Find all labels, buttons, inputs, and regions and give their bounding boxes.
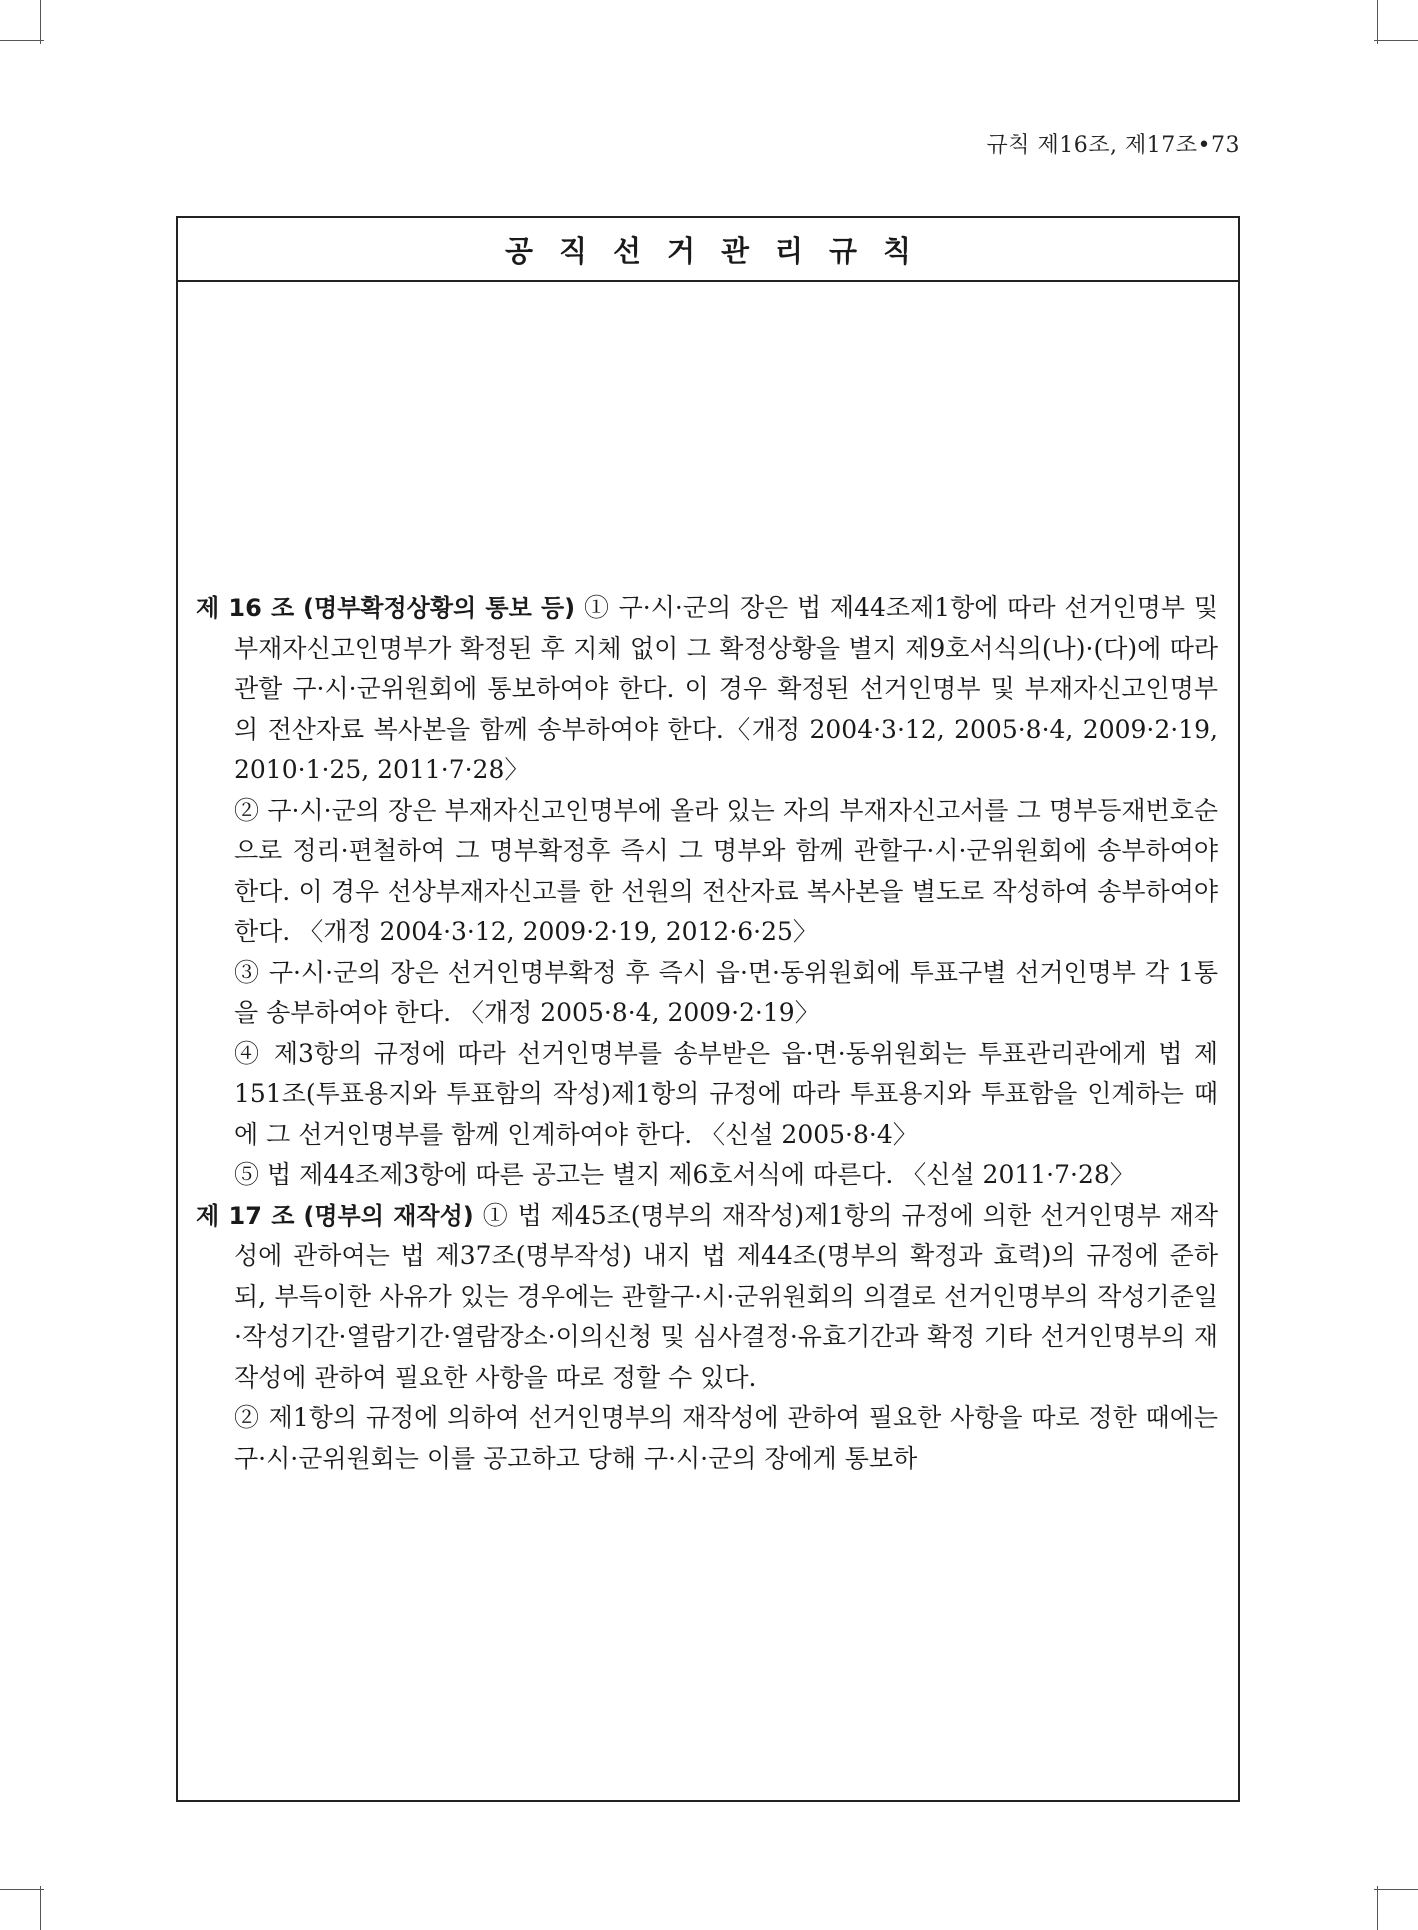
crop-mark-bottom-left-h [0, 1889, 44, 1890]
article-17-number: 제 17 조 [196, 1201, 295, 1230]
crop-mark-bottom-right-h [1374, 1889, 1418, 1890]
crop-mark-bottom-right [1377, 1886, 1378, 1930]
crop-mark-top-left [40, 0, 41, 44]
article-17-para-2: ② 제1항의 규정에 의하여 선거인명부의 재작성에 관하여 필요한 사항을 따로 정한 때에는 구·시·군위원회는 이를 공고하고 당해 구·시·군의 장에게 통보하 [234, 1403, 1218, 1473]
article-16-title: (명부확정상황의 통보 등) [302, 594, 576, 622]
crop-mark-top-left-h [0, 40, 44, 41]
article-16-para-5: ⑤ 법 제44조제3항에 따른 공고는 별지 제6호서식에 따른다. 〈신설 2011·7·28〉 [234, 1160, 1135, 1189]
article-16-para-4: ④ 제3항의 규정에 따라 선거인명부를 송부받은 읍·면·동위원회는 투표관리관에게 법 제151조(투표용지와 투표함의 작성)제1항의 규정에 따라 투표용지와 투표함을 인계하는 때에 그 선거인명부를 함께 인계하여야 한다. 〈신설 2005·8·4〉 [234, 1038, 1218, 1149]
article-16-first-para [196, 588, 1218, 791]
article-16-para-2: ② 구·시·군의 장은 부재자신고인명부에 올라 있는 자의 부재자신고서를 그 명부등재번호순으로 정리·편철하여 그 명부확정후 즉시 그 명부와 함께 관할구·시·군위원회에 송부하여야 한다. 이 경우 선상부재자신고를 한 선원의 전산자료 복사본을 별도로 작성하여 송부하여야 한다. 〈개정 2004·3·12, 2009·2·19, 2012·6·25〉 [234, 795, 1218, 946]
regulation-frame [176, 216, 1240, 1802]
article-17-first-para [196, 1196, 1218, 1399]
article-16-para-3: ③ 구·시·군의 장은 선거인명부확정 후 즉시 읍·면·동위원회에 투표구별 선거인명부 각 1통을 송부하여야 한다. 〈개정 2005·8·4, 2009·2·19〉 [234, 957, 1218, 1027]
article-16-para-1: ① 구·시·군의 장은 법 제44조제1항에 따라 선거인명부 및 부재자신고인명부가 확정된 후 지체 없이 그 확정상황을 별지 제9호서식의(나)·(다)에 따라 관할 구·시·군위원회에 통보하여야 한다. 이 경우 확정된 선거인명부 및 부재자신고인명부의 전산자료 복사본을 함께 송부하여야 한다.〈개정 2004·3·12, 2005·8·4, 2009·2·19, 2010·1·25, 2011·7·28〉 [234, 593, 1218, 784]
article-17-para-1: ① 법 제45조(명부의 재작성)제1항의 규정에 의한 선거인명부 재작성에 관하여는 법 제37조(명부작성) 내지 법 제44조(명부의 확정과 효력)의 규정에 준하되, 부득이한 사유가 있는 경우에는 관할구·시·군위원회의 의결로 선거인명부의 작성기준일·작성기간·열람기간·열람장소·이의신청 및 심사결정·유효기간과 확정 기타 선거인명부의 재작성에 관하여 필요한 사항을 따로 정할 수 있다. [234, 1200, 1218, 1392]
crop-mark-top-right-h [1374, 40, 1418, 41]
frame-title: 공직선거관리규칙 [178, 218, 1238, 282]
page-header: 규칙 제16조, 제17조•73 [986, 133, 1240, 158]
crop-mark-bottom-left [40, 1886, 41, 1930]
regulation-body [196, 588, 1218, 1479]
article-17-title: (명부의 재작성) [303, 1201, 474, 1230]
crop-mark-top-right [1377, 0, 1378, 44]
article-16-number: 제 16 조 [196, 594, 295, 622]
